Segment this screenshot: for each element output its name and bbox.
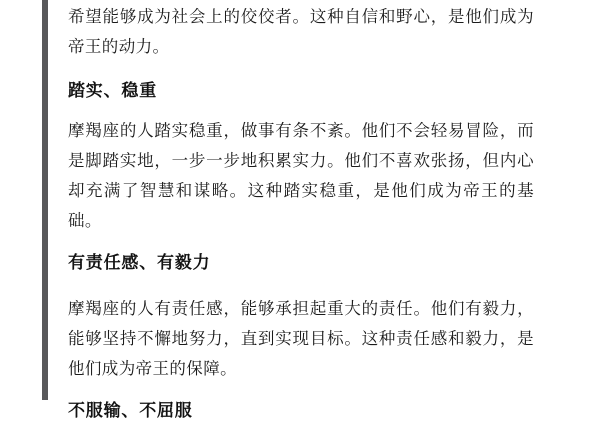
heading-unyielding: 不服输、不屈服 [68, 401, 193, 421]
paragraph-steady-and-stable: 摩羯座的人踏实稳重，做事有条不紊。他们不会轻易冒险，而是脚踏实地，一步一步地积累实力。他们不喜欢张扬，但内心却充满了智慧和谋略。这种踏实稳重，是他们成为帝王的基础。 [68, 121, 534, 230]
paragraph-intro-continued: 希望能够成为社会上的佼佼者。这种自信和野心，是他们成为帝王的动力。 [68, 7, 534, 56]
paragraph-responsibility-and-perseverance: 摩羯座的人有责任感，能够承担起重大的责任。他们有毅力，能够坚持不懈地努力，直到实现目标。这种责任感和毅力，是他们成为帝王的保障。 [68, 299, 534, 378]
left-rule-decoration [42, 0, 48, 400]
document-content [68, 0, 534, 421]
right-margin [554, 0, 600, 400]
heading-steady-and-stable: 踏实、稳重 [68, 81, 157, 101]
left-margin [0, 0, 48, 400]
heading-responsibility-and-perseverance: 有责任感、有毅力 [68, 253, 211, 273]
